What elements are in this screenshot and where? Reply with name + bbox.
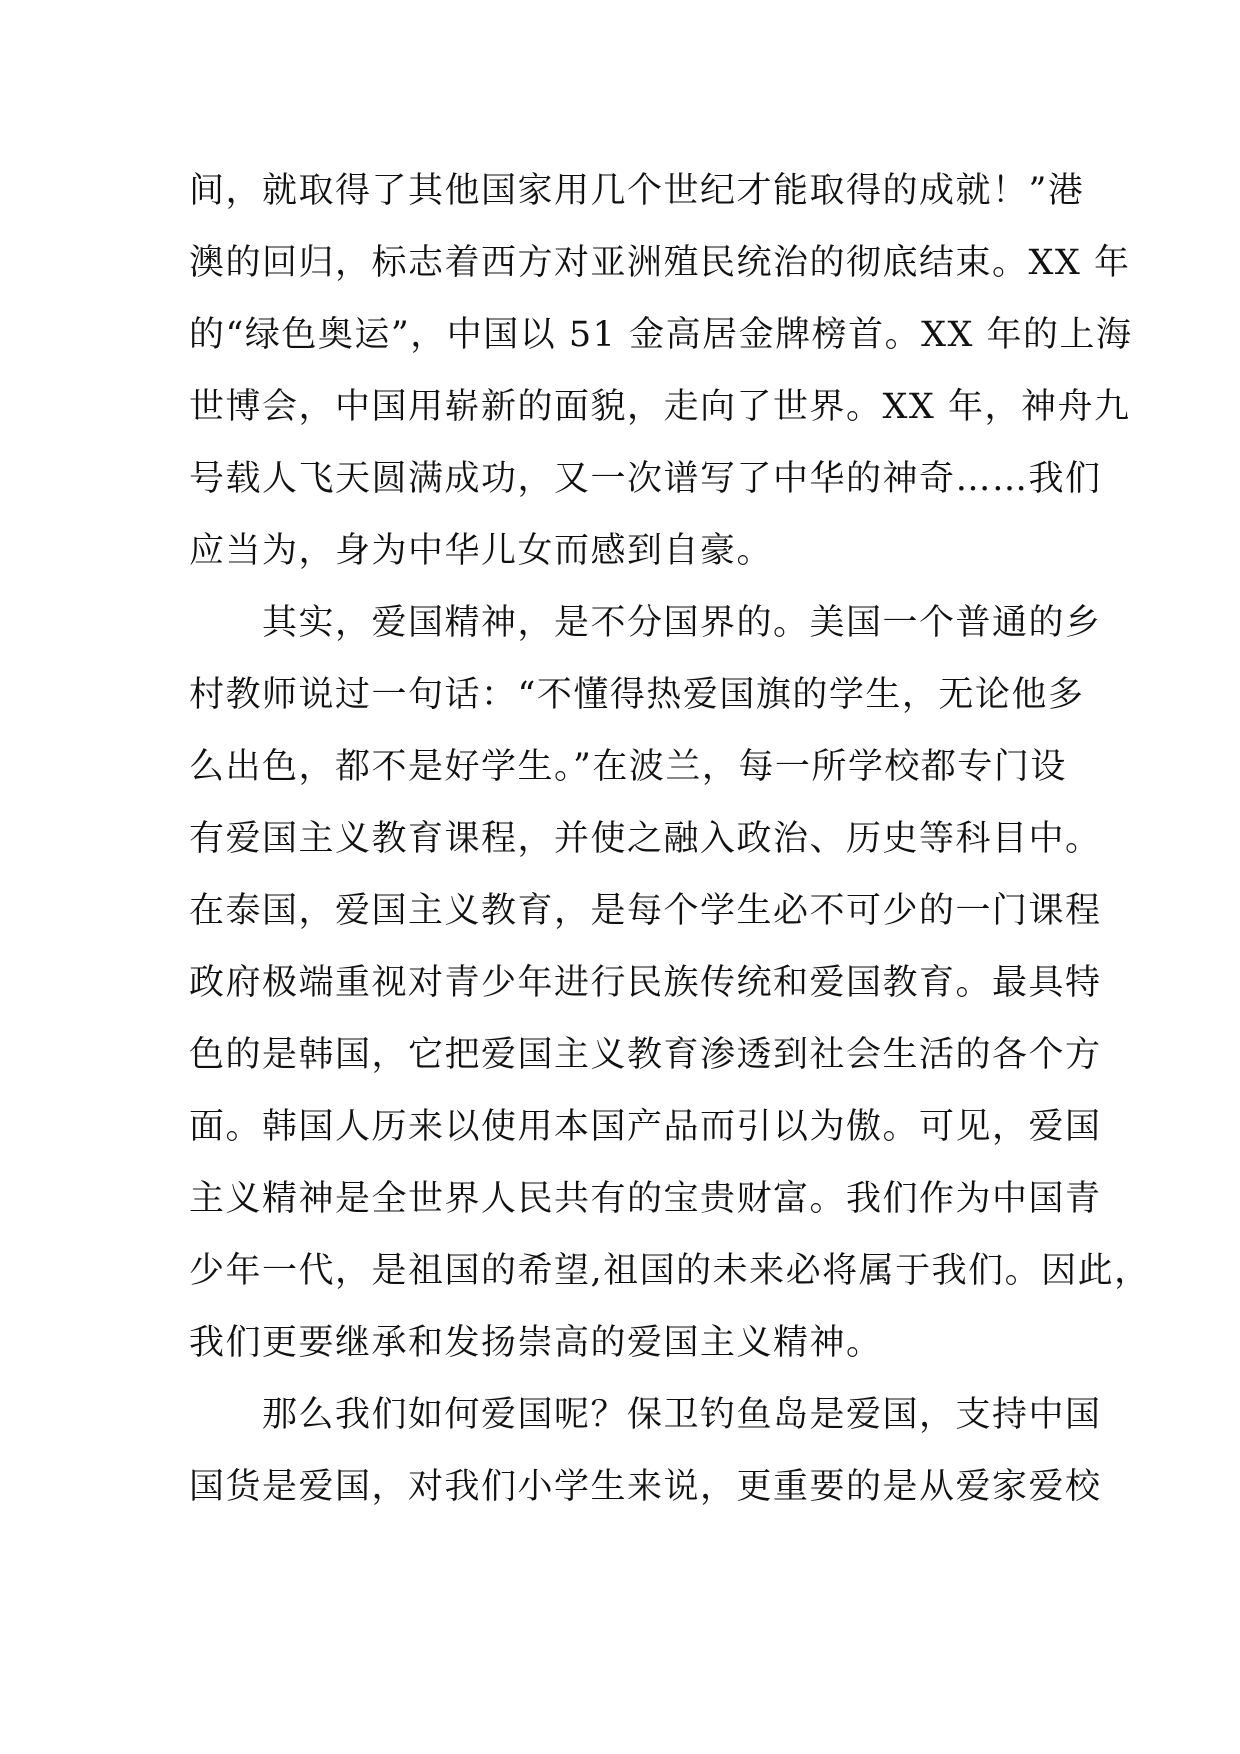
text-line: 那么我们如何爱国呢？保卫钓鱼岛是爱国，支持中国 <box>189 1395 1102 1435</box>
text-line: 么出色，都不是好学生。”在波兰，每一所学校都专门设 <box>189 747 1067 787</box>
text-line: 应当为，身为中华儿女而感到自豪。 <box>189 531 774 571</box>
text-line: 在泰国，爱国主义教育，是每个学生必不可少的一门课程 <box>189 891 1102 931</box>
text-line: 的“绿色奥运”，中国以 51 金高居金牌榜首。XX 年的上海 <box>189 315 1133 355</box>
text-line: 政府极端重视对青少年进行民族传统和爱国教育。最具特 <box>189 963 1102 1003</box>
text-line: 其实，爱国精神，是不分国界的。美国一个普通的乡 <box>189 603 1102 643</box>
text-line: 间，就取得了其他国家用几个世纪才能取得的成就！”港 <box>189 171 1085 211</box>
text-line: 有爱国主义教育课程，并使之融入政治、历史等科目中。 <box>189 819 1102 859</box>
text-line: 主义精神是全世界人民共有的宝贵财富。我们作为中国青 <box>189 1179 1102 1219</box>
text-line: 号载人飞天圆满成功，又一次谱写了中华的神奇……我们 <box>189 459 1102 499</box>
text-line: 少年一代，是祖国的希望,祖国的未来必将属于我们。因此， <box>189 1251 1151 1291</box>
text-line: 我们更要继承和发扬崇高的爱国主义精神。 <box>189 1323 883 1363</box>
text-line: 世博会，中国用崭新的面貌，走向了世界。XX 年，神舟九 <box>189 387 1131 427</box>
text-line: 澳的回归，标志着西方对亚洲殖民统治的彻底结束。XX 年 <box>189 243 1131 283</box>
text-line: 面。韩国人历来以使用本国产品而引以为傲。可见，爱国 <box>189 1107 1102 1147</box>
text-line: 国货是爱国，对我们小学生来说，更重要的是从爱家爱校 <box>189 1467 1102 1507</box>
text-line: 色的是韩国，它把爱国主义教育渗透到社会生活的各个方 <box>189 1035 1102 1075</box>
text-line: 村教师说过一句话：“不懂得热爱国旗的学生，无论他多 <box>189 675 1085 715</box>
